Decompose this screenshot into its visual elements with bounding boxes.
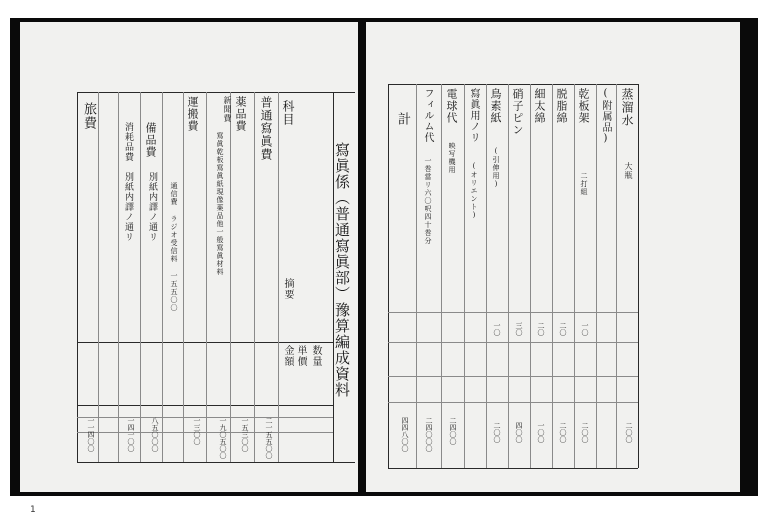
left-row-7-amount: 一一四〇〇 (87, 417, 95, 452)
right-row-1-spec: 大瓶 (624, 162, 633, 180)
right-row-3-spec: 二打組 (580, 172, 588, 196)
right-row-5-qty: 二〇 (537, 322, 545, 336)
right-row-1-amount: 二〇〇 (625, 422, 633, 443)
grid-mid2 (77, 405, 333, 406)
right-row-6-amount: 四〇〇 (515, 422, 523, 443)
right-row-11-item: 計 (395, 112, 410, 126)
header-subject: 科目 (281, 100, 295, 126)
right-row-9-item: 電球代 (445, 88, 458, 124)
page-mark: 1 (30, 505, 36, 515)
left-row-6-detail: 別紙内譯ノ通リ (123, 172, 133, 242)
right-row-7-qty: 一〇 (493, 322, 501, 336)
right-row-5-amount: 一〇〇 (537, 422, 545, 443)
left-row-1-item: 普通寫眞費 (259, 96, 273, 161)
right-row-10-spec: 一巻當リ六〇呎四十巻分 (424, 157, 432, 245)
header-quantity: 数量 (310, 345, 321, 367)
left-row-2-item: 薬品費 (234, 96, 247, 132)
right-row-7-amount: 二〇〇 (493, 422, 501, 443)
left-row-2-amount: 一五三〇〇 (241, 417, 249, 452)
grid-left-r (388, 84, 389, 468)
header-remarks: 摘要 (282, 278, 293, 300)
right-row-4-item: 脱脂綿 (555, 88, 568, 124)
grid-top-r (388, 84, 638, 85)
grid-right-r (638, 84, 639, 468)
left-row-1-amount: 二一五五〇〇 (265, 417, 273, 459)
right-margin (650, 22, 740, 492)
right-row-9-spec: 映写機用 (448, 142, 456, 174)
right-row-6-qty: 三〇 (515, 322, 523, 336)
right-row-4-amount: 二〇〇 (559, 422, 567, 443)
right-row-8-spec: (オリエント) (470, 162, 478, 220)
right-row-3-amount: 二〇〇 (581, 422, 589, 443)
grid-left (77, 92, 78, 462)
left-row-4-item: 運搬費 (186, 96, 199, 132)
right-row-9-amount: 二四〇〇 (449, 417, 457, 445)
grid-bottom (77, 462, 355, 463)
right-row-11-amount: 四四八〇〇 (401, 417, 409, 452)
left-row-6-item: 消耗品費 (123, 122, 133, 162)
right-row-7-spec: (引伸用) (492, 147, 500, 189)
right-row-5-item: 細太綿 (533, 88, 546, 124)
left-row-2-detail: 寫眞乾板寫眞紙現像薬品他一般寫眞材料 (216, 132, 224, 276)
left-row-7-item: 旅費 (81, 102, 96, 130)
header-unit-price: 単價 (295, 345, 306, 367)
left-page (20, 22, 358, 492)
right-row-7-item: 鳥素紙 (489, 88, 502, 124)
left-row-4-amount: 一三〇〇 (193, 417, 201, 445)
grid-bottom-r (388, 468, 638, 469)
right-row-10-item: フィルム代 (422, 88, 433, 143)
left-row-5-item: 備品費 (144, 122, 157, 158)
right-row-8-item: 寫眞用ノリ (468, 88, 479, 143)
grid-mid (77, 342, 333, 343)
left-row-5-amount: 八五〇〇〇 (151, 417, 159, 452)
right-row-10-amount: 二四〇〇〇 (425, 417, 433, 452)
document-title: 寫眞係（普通寫眞部）豫算編成資料 (333, 142, 351, 398)
header-amount: 金額 (282, 345, 293, 367)
right-row-1-item: 蒸溜水 (620, 88, 634, 127)
left-row-4-detail: 通信費 ラジオ受信料 一五五〇〇 (170, 182, 178, 312)
right-row-4-qty: 二〇 (559, 322, 567, 336)
left-row-6-amount: 一四一〇〇 (127, 417, 135, 452)
left-row-5-detail: 別紙内譯ノ通リ (147, 172, 157, 242)
right-row-6-item: 硝子ピン (511, 88, 524, 136)
right-row-3-qty: 一〇 (581, 322, 589, 336)
right-page (366, 22, 650, 492)
left-row-3-detail: 新聞費 (223, 96, 232, 123)
right-row-3-item: 乾板架 (577, 88, 590, 124)
left-row-3-amount: 一九〇五〇〇 (219, 417, 227, 459)
right-row-2-item: (附属品) (600, 88, 611, 145)
